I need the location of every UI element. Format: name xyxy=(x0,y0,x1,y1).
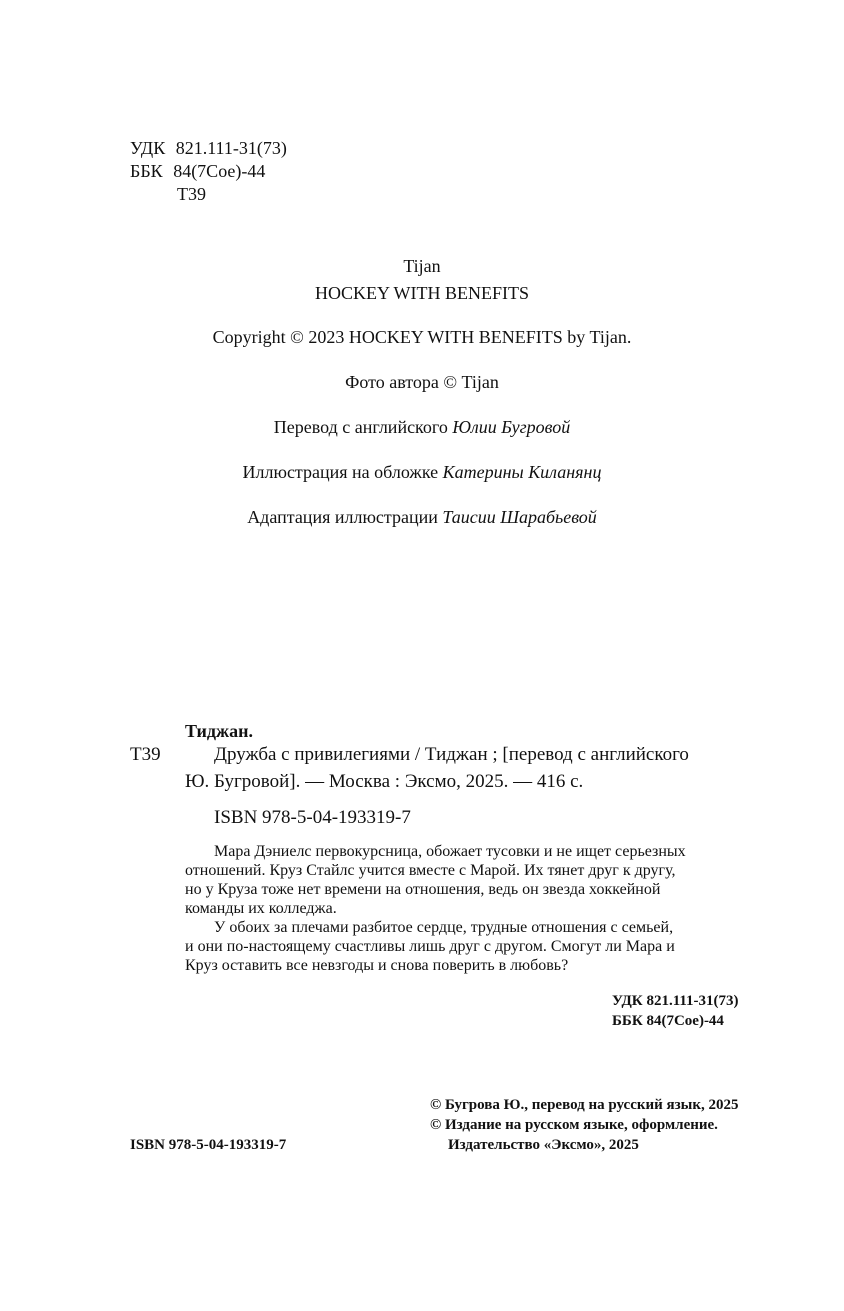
annotation-line: команды их колледжа. xyxy=(185,900,337,917)
photo-credit: Фото автора © Tijan xyxy=(345,372,499,392)
translator-name: Юлии Бугровой xyxy=(452,417,571,437)
annotation-line: Мара Дэниелс первокурсница, обожает тусовки и не ищет серьезных xyxy=(214,843,686,860)
annotation-bbk: ББК 84(7Сое)-44 xyxy=(612,1013,724,1029)
catalog-line-1: Дружба с привилегиями / Тиджан ; [перевод с английского xyxy=(214,744,689,765)
original-title: HOCKEY WITH BENEFITS xyxy=(315,283,529,303)
footer-copyright-line: © Издание на русском языке, оформление. xyxy=(430,1117,718,1133)
illustration-prefix: Иллюстрация на обложке xyxy=(242,462,439,482)
translation-prefix: Перевод с английского xyxy=(273,417,448,437)
adapter-name: Таисии Шарабьевой xyxy=(442,507,597,527)
annotation-line: У обоих за плечами разбитое сердце, трудные отношения с семьей, xyxy=(214,919,674,936)
bbk-label: ББК xyxy=(130,161,163,181)
catalog-mark: Т39 xyxy=(130,744,161,765)
catalog-heading: Тиджан. xyxy=(185,721,253,741)
author-mark: Т39 xyxy=(177,184,206,204)
illustrator-name: Катерины Киланянц xyxy=(442,462,602,482)
bbk-line xyxy=(130,161,265,182)
footer-copyright-line: © Бугрова Ю., перевод на русский язык, 2025 xyxy=(430,1097,739,1113)
illustration-credit xyxy=(0,462,844,483)
translation-credit xyxy=(0,417,844,438)
udk-value: 821.111-31(73) xyxy=(175,138,287,158)
copyright-notice: Copyright © 2023 HOCKEY WITH BENEFITS by Tijan. xyxy=(212,327,632,347)
footer-isbn: ISBN 978-5-04-193319-7 xyxy=(130,1137,287,1153)
bbk-value: 84(7Сое)-44 xyxy=(173,161,266,181)
adaptation-prefix: Адаптация иллюстрации xyxy=(247,507,438,527)
annotation-line: и они по-настоящему счастливы лишь друг с другом. Смогут ли Мара и xyxy=(185,938,675,955)
udk-line xyxy=(130,138,287,159)
adaptation-credit xyxy=(0,507,844,528)
original-author: Tijan xyxy=(403,256,441,276)
footer-copyright-line: Издательство «Эксмо», 2025 xyxy=(448,1137,639,1153)
annotation-line: Круз оставить все невзгоды и снова поверить в любовь? xyxy=(185,957,569,974)
annotation-line: но у Круза тоже нет времени на отношения, ведь он звезда хоккейной xyxy=(185,881,661,898)
udk-label: УДК xyxy=(130,138,166,158)
annotation-line: отношений. Круз Стайлс учится вместе с Марой. Их тянет друг к другу, xyxy=(185,862,676,879)
catalog-line-2: Ю. Бугровой]. — Москва : Эксмо, 2025. — 416 с. xyxy=(185,771,584,792)
annotation-udk: УДК 821.111-31(73) xyxy=(612,993,739,1009)
catalog-isbn: ISBN 978-5-04-193319-7 xyxy=(214,807,411,828)
